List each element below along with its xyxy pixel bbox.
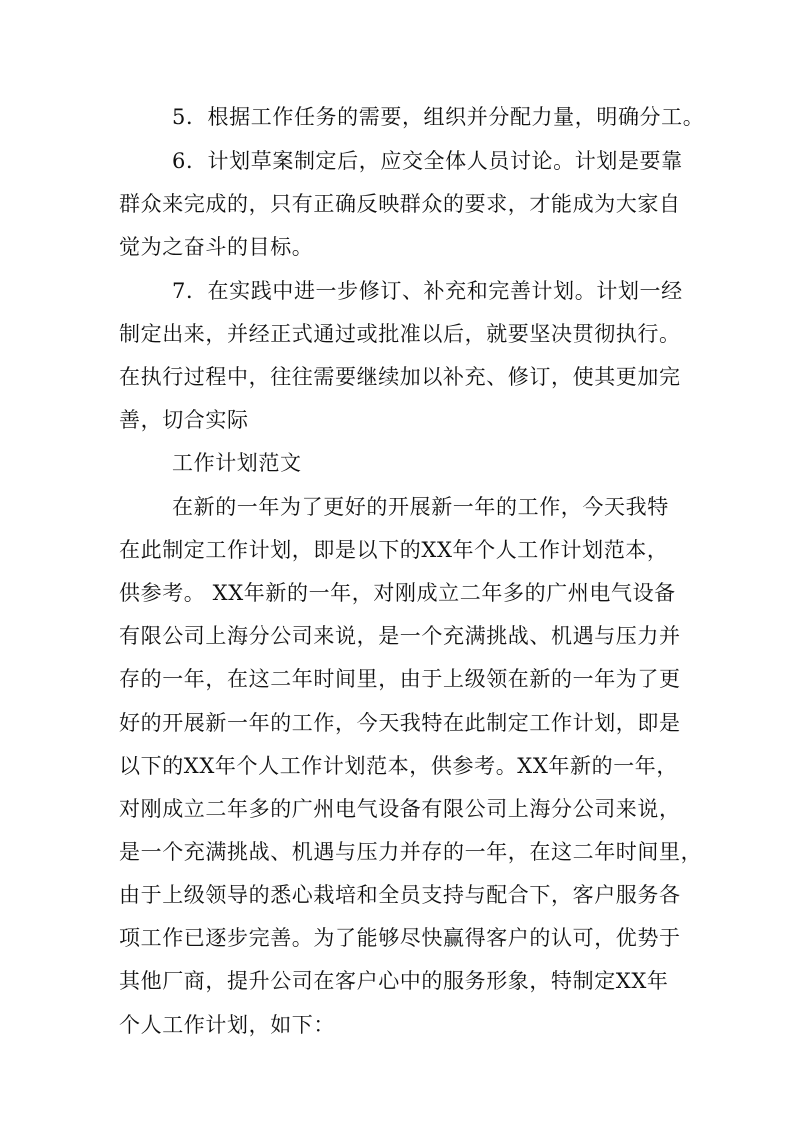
paragraph-line: 个人工作计划，如下： [119, 1013, 335, 1037]
paragraph-line: 在此制定工作计划，即是以下的XX年个人工作计划范本， [119, 538, 669, 562]
paragraph-line: 供参考。 XX年新的一年，对刚成立二年多的广州电气设备 [119, 581, 676, 605]
paragraph-line: 对刚成立二年多的广州电气设备有限公司上海分公司来说， [119, 797, 681, 821]
section-heading: 工作计划范文 [172, 451, 302, 475]
paragraph-line: 在新的一年为了更好的开展新一年的工作，今天我特 [172, 495, 669, 519]
paragraph-line: 其他厂商，提升公司在客户心中的服务形象，特制定XX年 [119, 969, 669, 993]
paragraph-line: 是一个充满挑战、机遇与压力并存的一年，在这二年时间里， [119, 840, 703, 864]
paragraph-line: 7．在实践中进一步修订、补充和完善计划。计划一经 [172, 279, 683, 303]
paragraph-line: 在执行过程中，往往需要继续加以补充、修订，使其更加完 [119, 365, 681, 389]
paragraph-line: 由于上级领导的悉心栽培和全员支持与配合下，客户服务各 [119, 883, 681, 907]
paragraph-line: 善，切合实际 [119, 408, 249, 432]
paragraph-line: 项工作已逐步完善。为了能够尽快赢得客户的认可，优势于 [119, 926, 681, 950]
paragraph-line: 6．计划草案制定后，应交全体人员讨论。计划是要靠 [172, 149, 683, 173]
paragraph-line: 群众来完成的，只有正确反映群众的要求，才能成为大家自 [119, 192, 681, 216]
paragraph-line: 以下的XX年个人工作计划范本，供参考。XX年新的一年， [119, 754, 678, 778]
paragraph-line: 存的一年，在这二年时间里，由于上级领在新的一年为了更 [119, 667, 681, 691]
paragraph-line: 好的开展新一年的工作，今天我特在此制定工作计划，即是 [119, 711, 681, 735]
paragraph-line: 有限公司上海分公司来说，是一个充满挑战、机遇与压力并 [119, 624, 681, 648]
paragraph-line: 5．根据工作任务的需要，组织并分配力量，明确分工。 [172, 105, 705, 129]
paragraph-line: 觉为之奋斗的目标。 [119, 235, 314, 259]
paragraph-line: 制定出来，并经正式通过或批准以后，就要坚决贯彻执行。 [119, 322, 681, 346]
